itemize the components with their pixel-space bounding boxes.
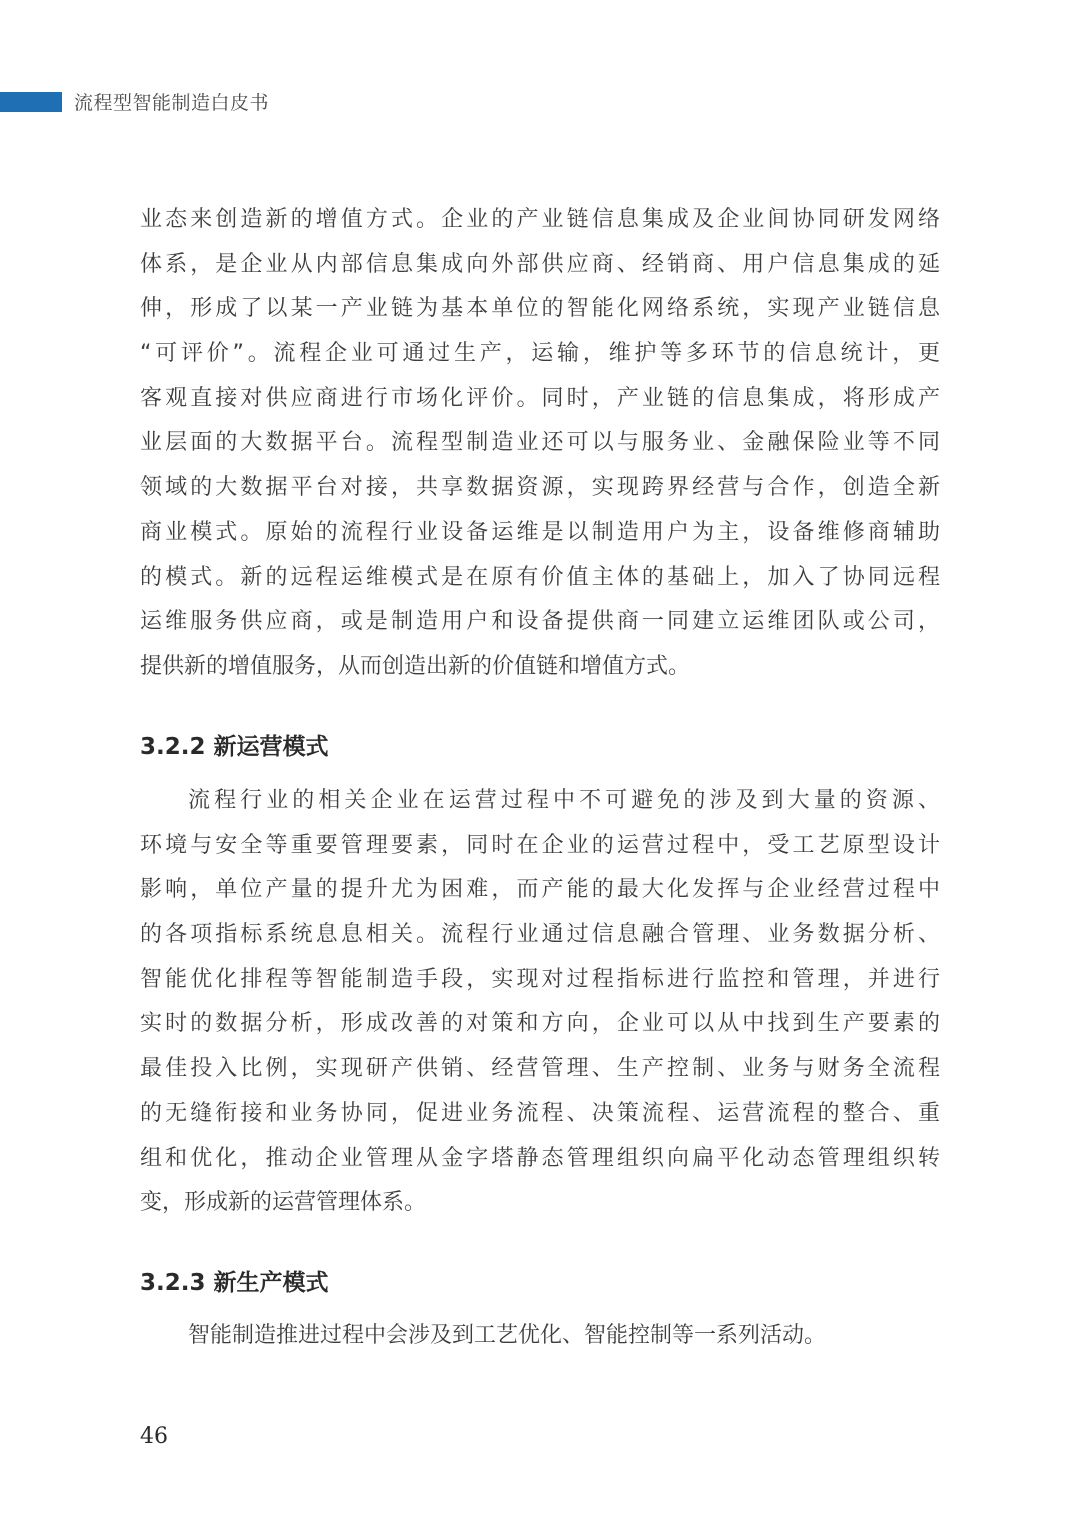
text-line: 体系，是企业从内部信息集成向外部供应商、经销商、用户信息集成的延 (140, 251, 940, 277)
text-line: 业态来创造新的增值方式。企业的产业链信息集成及企业间协同研发网络 (140, 207, 940, 232)
text-line: 影响，单位产量的提升尤为困难，而产能的最大化发挥与企业经营过程中 (140, 877, 940, 903)
header-accent-bar (0, 92, 62, 112)
text-line: 实时的数据分析，形成改善的对策和方向，企业可以从中找到生产要素的 (140, 1011, 940, 1037)
text-line: 流程行业的相关企业在运营过程中不可避免的涉及到大量的资源、 (188, 788, 940, 813)
paragraph-322 (140, 779, 940, 1226)
section-heading-323: 3.2.3 新生产模式 (140, 1270, 329, 1296)
text-line: 最佳投入比例，实现研产供销、经营管理、生产控制、业务与财务全流程 (140, 1056, 940, 1082)
section-heading-322: 3.2.2 新运营模式 (140, 734, 329, 760)
text-line: 提供新的增值服务，从而创造出新的价值链和增值方式。 (140, 653, 691, 679)
page-number: 46 (140, 1424, 168, 1449)
text-line: 智能制造推进过程中会涉及到工艺优化、智能控制等一系列活动。 (188, 1323, 827, 1348)
text-line: “可评价”。流程企业可通过生产，运输，维护等多环节的信息统计，更 (140, 341, 940, 367)
text-line: 商业模式。原始的流程行业设备运维是以制造用户为主，设备维修商辅助 (140, 519, 940, 545)
text-line: 的无缝衔接和业务协同，促进业务流程、决策流程、运营流程的整合、重 (140, 1100, 940, 1126)
text-line: 的各项指标系统息息相关。流程行业通过信息融合管理、业务数据分析、 (140, 922, 940, 948)
paragraph-323 (140, 1314, 940, 1359)
text-line: 客观直接对供应商进行市场化评价。同时，产业链的信息集成，将形成产 (140, 385, 940, 411)
text-line: 的模式。新的远程运维模式是在原有价值主体的基础上，加入了协同远程 (140, 564, 940, 590)
paragraph-continued (140, 198, 940, 690)
text-line: 业层面的大数据平台。流程型制造业还可以与服务业、金融保险业等不同 (140, 430, 940, 456)
text-line: 伸，形成了以某一产业链为基本单位的智能化网络系统，实现产业链信息 (140, 296, 940, 322)
text-line: 智能优化排程等智能制造手段，实现对过程指标进行监控和管理，并进行 (140, 966, 940, 992)
text-line: 环境与安全等重要管理要素，同时在企业的运营过程中，受工艺原型设计 (140, 832, 940, 858)
text-line: 变，形成新的运营管理体系。 (140, 1190, 427, 1216)
text-line: 运维服务供应商，或是制造用户和设备提供商一同建立运维团队或公司， (140, 609, 940, 635)
text-line: 组和优化，推动企业管理从金字塔静态管理组织向扁平化动态管理组织转 (140, 1145, 940, 1171)
text-line: 领域的大数据平台对接，共享数据资源，实现跨界经营与合作，创造全新 (140, 475, 940, 501)
running-header-title: 流程型智能制造白皮书 (74, 92, 270, 114)
